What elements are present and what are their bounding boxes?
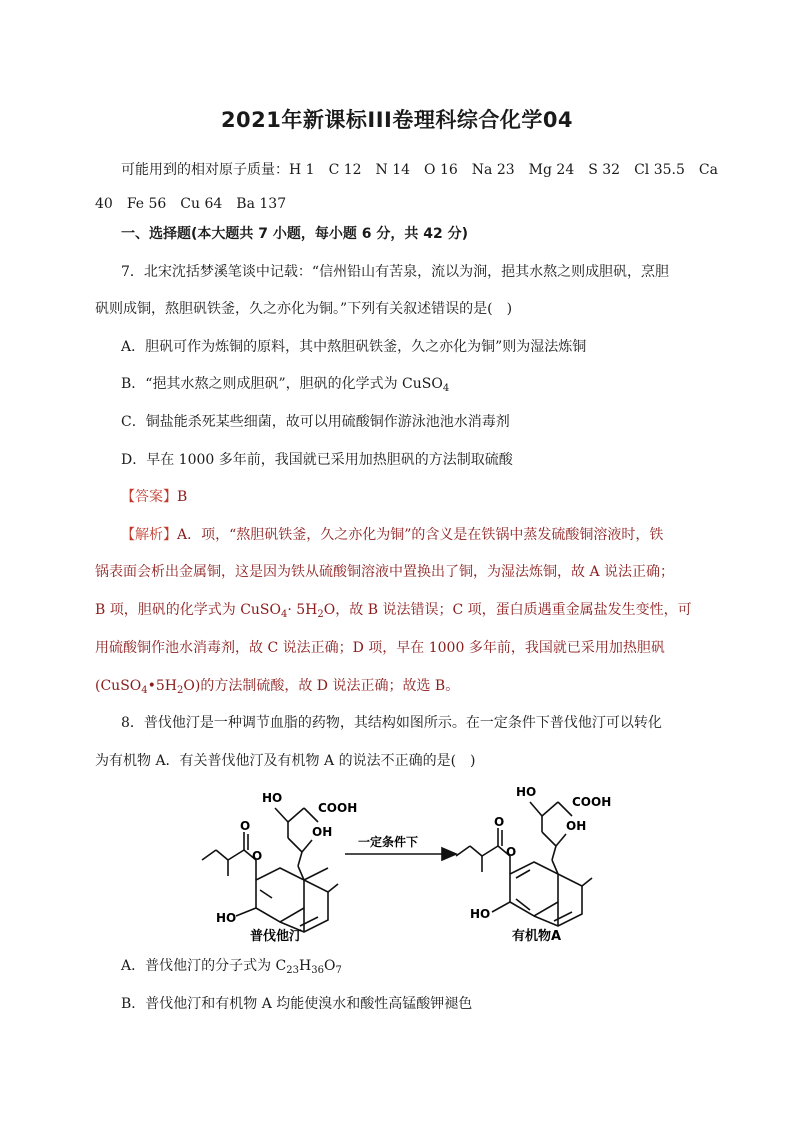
- right-cooh-label: COOH: [572, 795, 612, 809]
- q8-option-a: [121, 956, 705, 981]
- atomic-masses-line-2: 40 Fe 56 Cu 64 Ba 137: [95, 196, 287, 212]
- right-carbonyl-o-label: O: [494, 815, 505, 829]
- q7-answer: [121, 487, 705, 507]
- right-ester-o-label: O: [506, 845, 517, 859]
- q8-option-a-sub1: 23: [286, 965, 300, 976]
- left-carbonyl-o-label: O: [240, 819, 251, 833]
- q8-option-a-sub2: 36: [311, 965, 324, 976]
- page-title: 2021年新课标III卷理科综合化学04: [220, 108, 574, 132]
- section-header: 一、选择题(本大题共 7 小题，每小题 6 分，共 42 分): [121, 226, 469, 242]
- right-ring-ho-label: HO: [470, 907, 491, 921]
- reaction-figure: [180, 780, 650, 945]
- q8-stem-line-1: 8．普伐他汀是一种调节血脂的药物，其结构如图所示。在一定条件下普伐他汀可以转化: [121, 715, 662, 731]
- left-caption: 普伐他汀: [250, 929, 303, 944]
- left-oh-label: OH: [312, 825, 333, 839]
- q8-option-b: B．普伐他汀和有机物 A 均能使溴水和酸性高锰酸钾褪色: [121, 996, 473, 1012]
- q8-option-a-sub3: 7: [335, 965, 342, 976]
- analysis-5-sub1: 4: [141, 685, 148, 696]
- q7-analysis-line-3: [95, 600, 705, 625]
- analysis-3-sub2: 2: [317, 609, 324, 620]
- analysis-5-post: O)的方法制硫酸，故 D 说法正确；故选 B。: [183, 678, 460, 694]
- q7-option-b-text: B．“挹其水熬之则成胆矾”，胆矾的化学式为 CuSO: [121, 376, 443, 392]
- q7-analysis-line-4: 用硫酸铜作池水消毒剂，故 C 说法正确；D 项，早在 1000 多年前，我国就已采用加热胆矾: [95, 640, 665, 656]
- analysis-3-sub1: 4: [281, 609, 288, 620]
- left-ring-ho-label: HO: [216, 911, 237, 925]
- q8-option-a-h: H: [299, 958, 312, 974]
- analysis-tag: 【解析】: [121, 527, 177, 543]
- q7-stem-line-1: 7．北宋沈括梦溪笔谈中记载：“信州铅山有苦泉，流以为涧，挹其水熬之则成胆矾，烹胆: [121, 264, 670, 280]
- q7-option-c: C．铜盐能杀死某些细菌，故可以用硫酸铜作游泳池池水消毒剂: [121, 414, 510, 430]
- right-caption: 有机物A: [512, 929, 562, 944]
- left-ester-o-label: O: [252, 849, 263, 863]
- right-oh-label: OH: [566, 819, 587, 833]
- answer-tag: 【答案】: [121, 489, 177, 505]
- analysis-3-post: O，故 B 说法错误；C 项，蛋白质遇重金属盐发生变性，可: [323, 602, 692, 618]
- analysis-text-1: A．项，“熬胆矾铁釜，久之亦化为铜”的含义是在铁锅中蒸发硫酸铜溶液时，铁: [177, 527, 664, 543]
- q8-stem-line-2: 为有机物 A．有关普伐他汀及有机物 A 的说法不正确的是( ): [95, 753, 476, 769]
- analysis-3-pre: B 项，胆矾的化学式为 CuSO: [95, 602, 281, 618]
- q7-option-b-subscript: 4: [442, 383, 450, 394]
- analysis-5-mid: •5H: [147, 678, 178, 694]
- q7-option-d: D．早在 1000 多年前，我国就已采用加热胆矾的方法制取硫酸: [121, 452, 513, 468]
- left-ho-label: HO: [262, 791, 283, 805]
- q8-option-a-text: A．普伐他汀的分子式为 C: [121, 958, 287, 974]
- q7-analysis-line-1: [121, 525, 705, 545]
- q7-analysis-line-2: 锅表面会析出金属铜，这是因为铁从硫酸铜溶液中置换出了铜，为湿法炼铜，故 A 说法正确；: [95, 564, 675, 580]
- arrow-label: 一定条件下: [358, 835, 419, 849]
- q7-option-b: [121, 374, 705, 399]
- q7-option-a: A．胆矾可作为炼铜的原料，其中熬胆矾铁釜，久之亦化为铜”则为湿法炼铜: [121, 339, 587, 355]
- atomic-masses-line-1: 可能用到的相对原子质量：H 1 C 12 N 14 O 16 Na 23 Mg 24 S 32 Cl 35.5 Ca: [121, 162, 718, 178]
- answer-value: B: [177, 489, 188, 505]
- analysis-5-sub2: 2: [177, 685, 184, 696]
- right-ho-label: HO: [516, 785, 537, 799]
- analysis-5-pre: (CuSO: [95, 678, 142, 694]
- q7-stem-line-2: 矾则成铜，熬胆矾铁釜，久之亦化为铜。”下列有关叙述错误的是( ): [95, 301, 513, 317]
- reaction-diagram: [180, 780, 650, 945]
- q7-analysis-line-5: [95, 676, 705, 701]
- left-cooh-label: COOH: [318, 801, 358, 815]
- analysis-3-mid: · 5H: [287, 602, 318, 618]
- q8-option-a-o: O: [323, 958, 336, 974]
